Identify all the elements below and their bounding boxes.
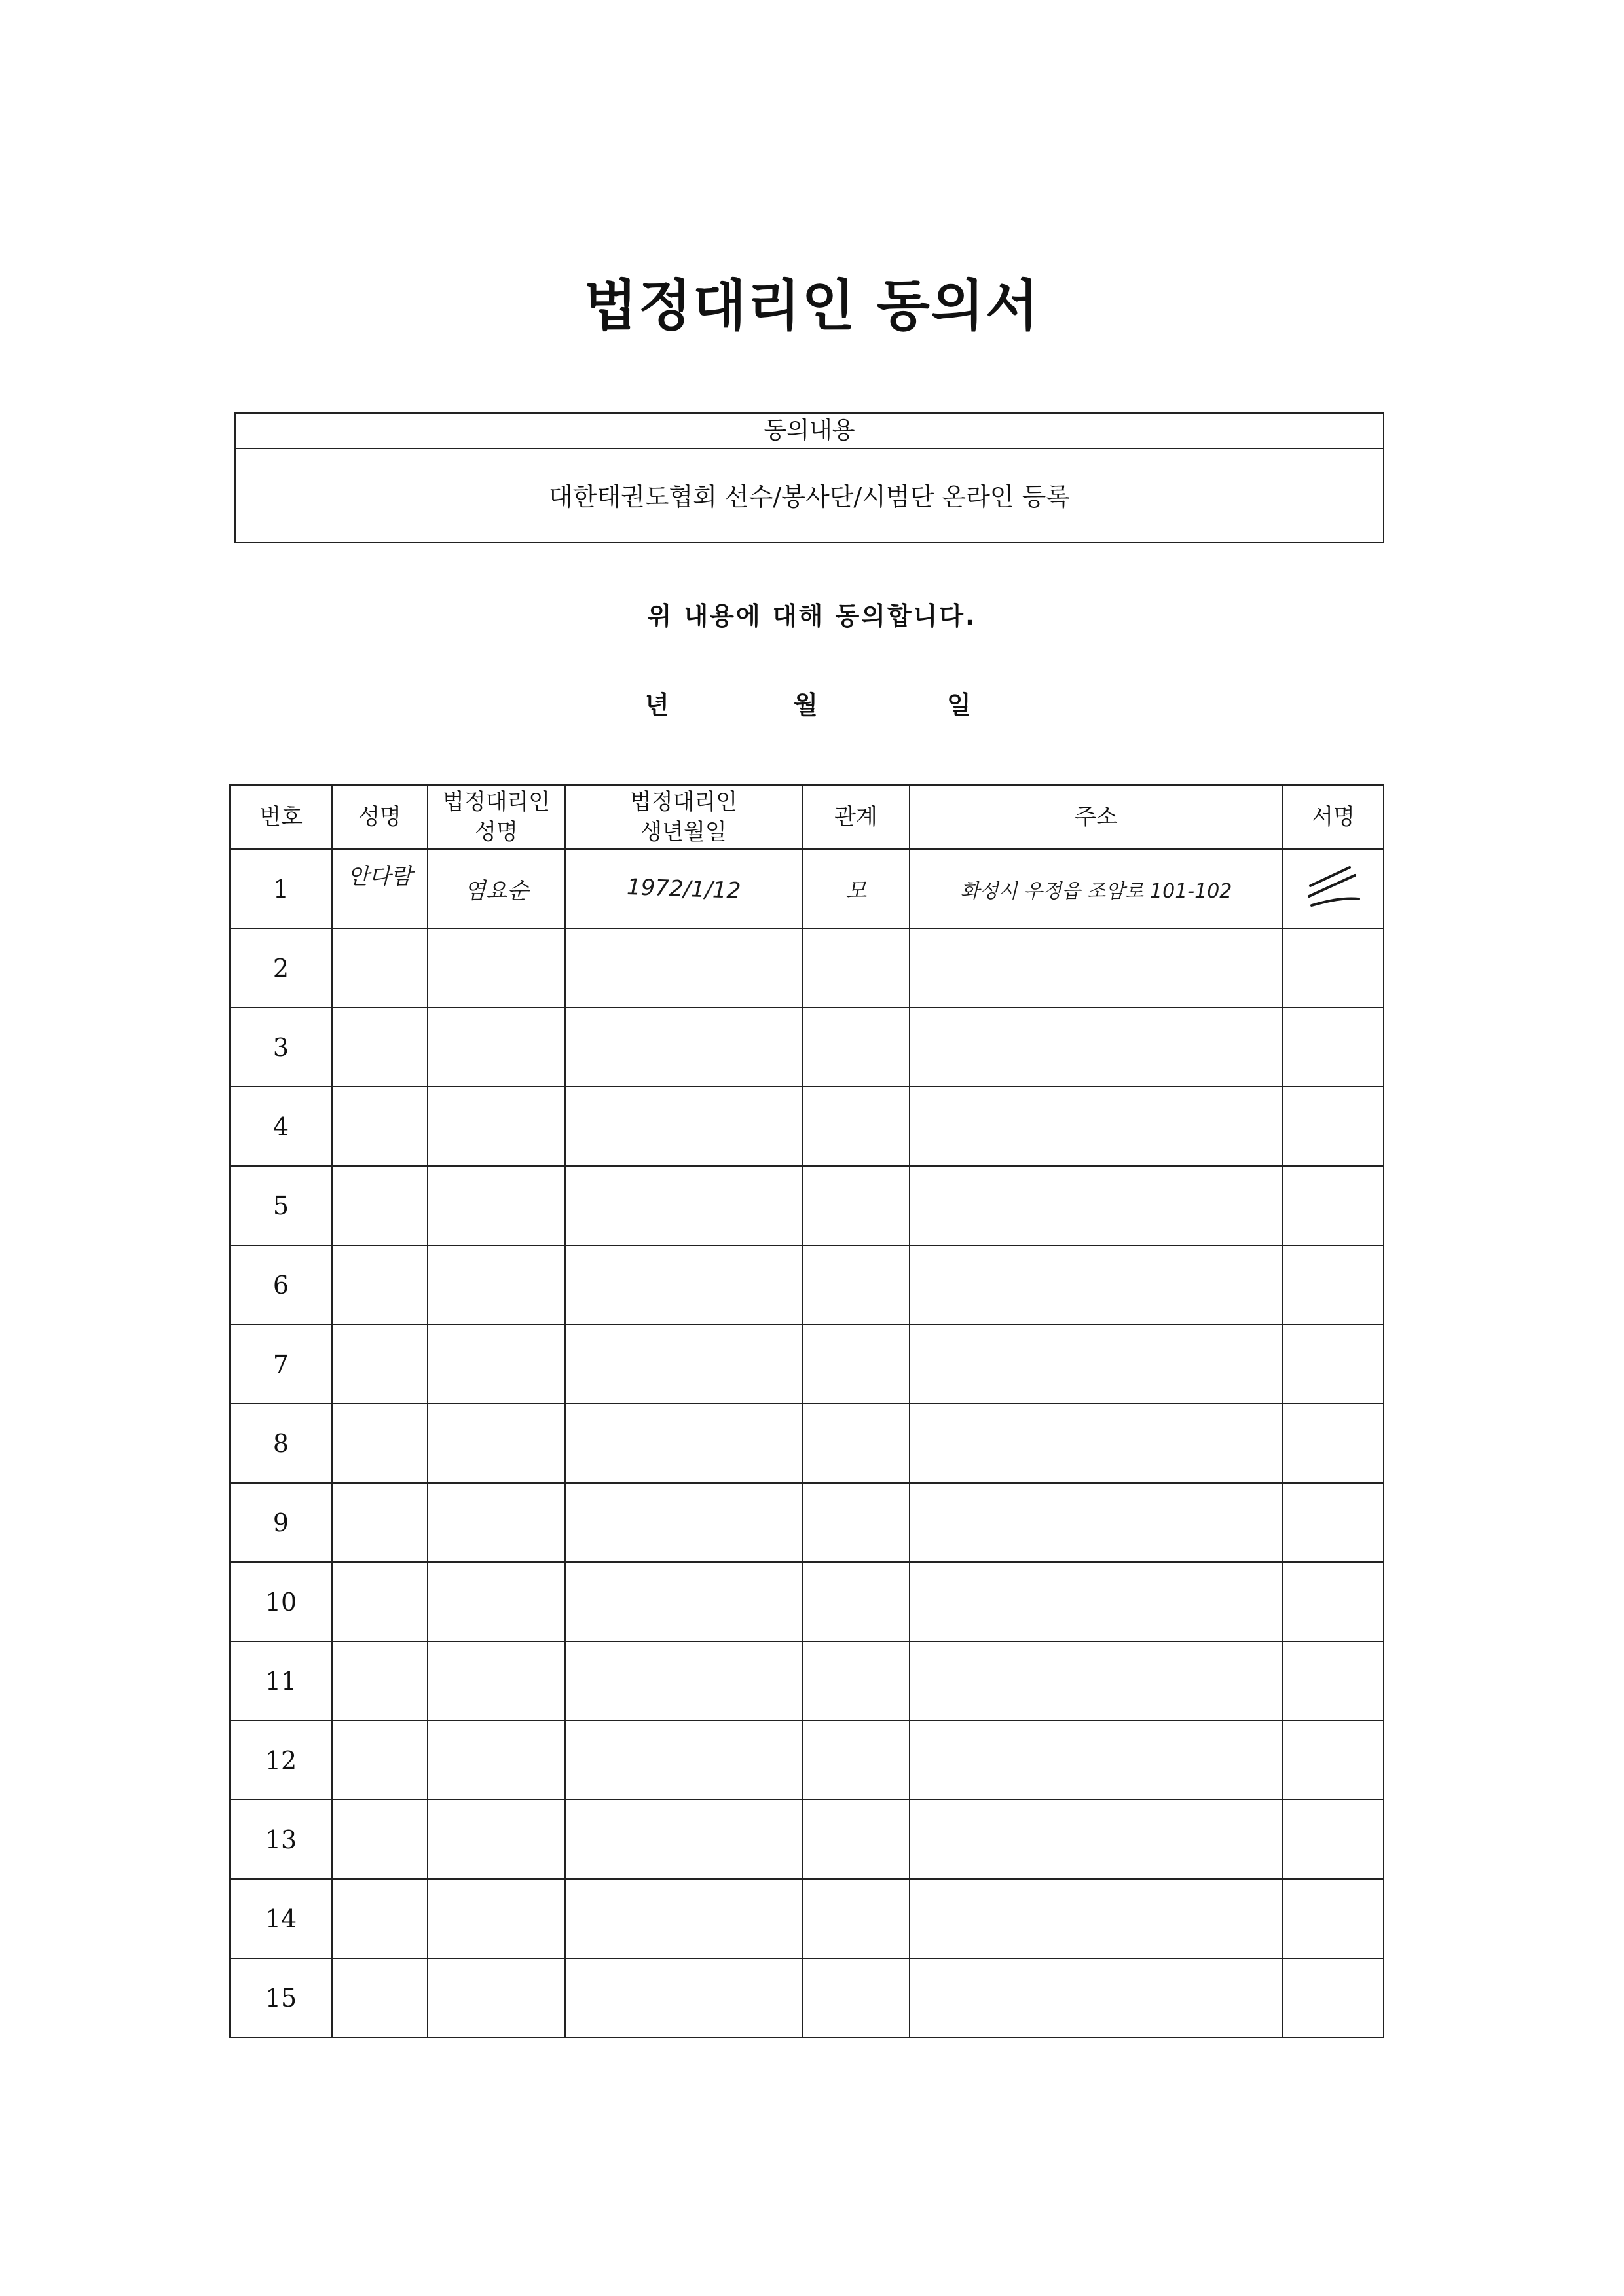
handwritten-guardian-name: 염요순 — [464, 878, 529, 904]
cell-relation — [802, 1245, 910, 1324]
table-row — [230, 1483, 1384, 1562]
cell-guardian-name — [428, 1800, 565, 1879]
table-row — [230, 1166, 1384, 1245]
cell-name — [332, 1008, 428, 1087]
table-row — [230, 1404, 1384, 1483]
cell-birth — [565, 1721, 802, 1800]
cell-name — [332, 849, 428, 928]
cell-birth — [565, 1324, 802, 1404]
cell-birth — [565, 1879, 802, 1958]
cell-address — [910, 849, 1283, 928]
row-number: 2 — [230, 928, 332, 1008]
header-name: 성명 — [332, 785, 428, 849]
handwritten-relation: 모 — [845, 878, 867, 904]
cell-name — [332, 1483, 428, 1562]
cell-signature — [1283, 1879, 1384, 1958]
cell-guardian-name — [428, 1087, 565, 1166]
row-number: 14 — [230, 1879, 332, 1958]
cell-name — [332, 928, 428, 1008]
date-month-label: 월 — [794, 691, 818, 720]
cell-birth — [565, 1483, 802, 1562]
row-number: 9 — [230, 1483, 332, 1562]
date-day-label: 일 — [947, 691, 971, 720]
cell-name — [332, 1721, 428, 1800]
table-row — [230, 1800, 1384, 1879]
cell-guardian-name — [428, 1008, 565, 1087]
date-year-label: 년 — [645, 691, 669, 720]
row-number: 10 — [230, 1562, 332, 1641]
cell-address — [910, 1483, 1283, 1562]
header-guardian-birth-line2: 생년월일 — [640, 819, 727, 845]
cell-guardian-name — [428, 1721, 565, 1800]
cell-relation — [802, 1166, 910, 1245]
cell-signature — [1283, 1166, 1384, 1245]
cell-birth — [565, 1245, 802, 1324]
cell-relation — [802, 1641, 910, 1721]
cell-guardian-name — [428, 1879, 565, 1958]
table-row — [230, 1721, 1384, 1800]
row-number: 8 — [230, 1404, 332, 1483]
row-number: 1 — [230, 849, 332, 928]
cell-guardian-name — [428, 1324, 565, 1404]
header-address: 주소 — [910, 785, 1283, 849]
cell-guardian-name — [428, 1641, 565, 1721]
cell-birth — [565, 1087, 802, 1166]
header-relation: 관계 — [802, 785, 910, 849]
cell-address — [910, 1879, 1283, 1958]
cell-signature — [1283, 1800, 1384, 1879]
cell-signature — [1283, 1087, 1384, 1166]
header-guardian-name-line1: 법정대리인 — [442, 789, 551, 815]
cell-guardian-name — [428, 1483, 565, 1562]
handwritten-name: 안다람 — [347, 864, 413, 890]
cell-birth — [565, 1008, 802, 1087]
cell-relation — [802, 928, 910, 1008]
cell-signature — [1283, 928, 1384, 1008]
cell-signature — [1283, 1008, 1384, 1087]
cell-relation — [802, 1879, 910, 1958]
cell-address — [910, 1324, 1283, 1404]
cell-name — [332, 1562, 428, 1641]
row-number: 4 — [230, 1087, 332, 1166]
cell-name — [332, 1087, 428, 1166]
cell-name — [332, 1404, 428, 1483]
cell-address — [910, 1008, 1283, 1087]
cell-signature — [1283, 1562, 1384, 1641]
cell-guardian-name — [428, 1404, 565, 1483]
cell-name — [332, 1324, 428, 1404]
cell-signature — [1283, 1641, 1384, 1721]
cell-birth — [565, 1641, 802, 1721]
row-number: 15 — [230, 1958, 332, 2037]
cell-address — [910, 1800, 1283, 1879]
table-row — [230, 1245, 1384, 1324]
consent-box — [234, 412, 1384, 543]
header-guardian-name — [428, 785, 565, 849]
agree-statement: 위 내용에 대해 동의합니다. — [647, 602, 977, 630]
cell-guardian-name — [428, 1958, 565, 2037]
header-guardian-birth-line1: 법정대리인 — [629, 789, 738, 815]
row-number: 5 — [230, 1166, 332, 1245]
table-row — [230, 1562, 1384, 1641]
cell-signature — [1283, 1324, 1384, 1404]
cell-relation — [802, 1087, 910, 1166]
cell-name — [332, 1166, 428, 1245]
cell-signature — [1283, 849, 1384, 928]
cell-address — [910, 1562, 1283, 1641]
row-number: 13 — [230, 1800, 332, 1879]
header-no: 번호 — [230, 785, 332, 849]
cell-signature — [1283, 1404, 1384, 1483]
cell-birth — [565, 1404, 802, 1483]
consent-header: 동의내용 — [236, 414, 1383, 449]
cell-address — [910, 1087, 1283, 1166]
cell-guardian-name — [428, 1245, 565, 1324]
table-row — [230, 1879, 1384, 1958]
row-number: 6 — [230, 1245, 332, 1324]
cell-birth — [565, 928, 802, 1008]
handwritten-address: 화성시 우정읍 조암로 101-102 — [960, 879, 1232, 903]
table-row — [230, 1087, 1384, 1166]
cell-birth — [565, 1166, 802, 1245]
cell-birth — [565, 1958, 802, 2037]
consent-text: 대한태권도협회 선수/봉사단/시범단 온라인 등록 — [548, 483, 1070, 511]
cell-birth — [565, 1800, 802, 1879]
table-row — [230, 1958, 1384, 2037]
cell-address — [910, 1641, 1283, 1721]
cell-guardian-name — [428, 1166, 565, 1245]
cell-relation — [802, 1483, 910, 1562]
cell-relation — [802, 1958, 910, 2037]
cell-address — [910, 1245, 1283, 1324]
cell-address — [910, 1721, 1283, 1800]
cell-relation — [802, 1721, 910, 1800]
cell-address — [910, 928, 1283, 1008]
cell-relation — [802, 1800, 910, 1879]
cell-guardian-name — [428, 849, 565, 928]
cell-signature — [1283, 1958, 1384, 2037]
cell-relation — [802, 1324, 910, 1404]
cell-relation — [802, 1404, 910, 1483]
table-row — [230, 1008, 1384, 1087]
cell-name — [332, 1245, 428, 1324]
row-number: 3 — [230, 1008, 332, 1087]
row-number: 12 — [230, 1721, 332, 1800]
cell-signature — [1283, 1483, 1384, 1562]
cell-name — [332, 1641, 428, 1721]
table-row — [230, 1641, 1384, 1721]
header-signature: 서명 — [1283, 785, 1384, 849]
cell-name — [332, 1879, 428, 1958]
cell-signature — [1283, 1245, 1384, 1324]
row-number: 11 — [230, 1641, 332, 1721]
cell-guardian-name — [428, 928, 565, 1008]
table-body — [230, 849, 1384, 2037]
cell-signature — [1283, 1721, 1384, 1800]
cell-birth — [565, 1562, 802, 1641]
table-header-row — [230, 785, 1384, 849]
cell-relation — [802, 849, 910, 928]
cell-relation — [802, 1008, 910, 1087]
cell-address — [910, 1404, 1283, 1483]
signature-mark — [1297, 860, 1369, 912]
cell-guardian-name — [428, 1562, 565, 1641]
document-title: 법정대리인 동의서 — [583, 274, 1041, 338]
cell-address — [910, 1166, 1283, 1245]
header-guardian-name-line2: 성명 — [475, 819, 518, 845]
row-number: 7 — [230, 1324, 332, 1404]
table-row — [230, 849, 1384, 928]
table-row — [230, 928, 1384, 1008]
header-guardian-birth — [565, 785, 802, 849]
cell-relation — [802, 1562, 910, 1641]
handwritten-birth: 1972/1/12 — [626, 873, 741, 904]
cell-name — [332, 1958, 428, 2037]
cell-name — [332, 1800, 428, 1879]
table-row — [230, 1324, 1384, 1404]
registration-table — [229, 784, 1384, 2038]
cell-address — [910, 1958, 1283, 2037]
cell-birth — [565, 849, 802, 928]
